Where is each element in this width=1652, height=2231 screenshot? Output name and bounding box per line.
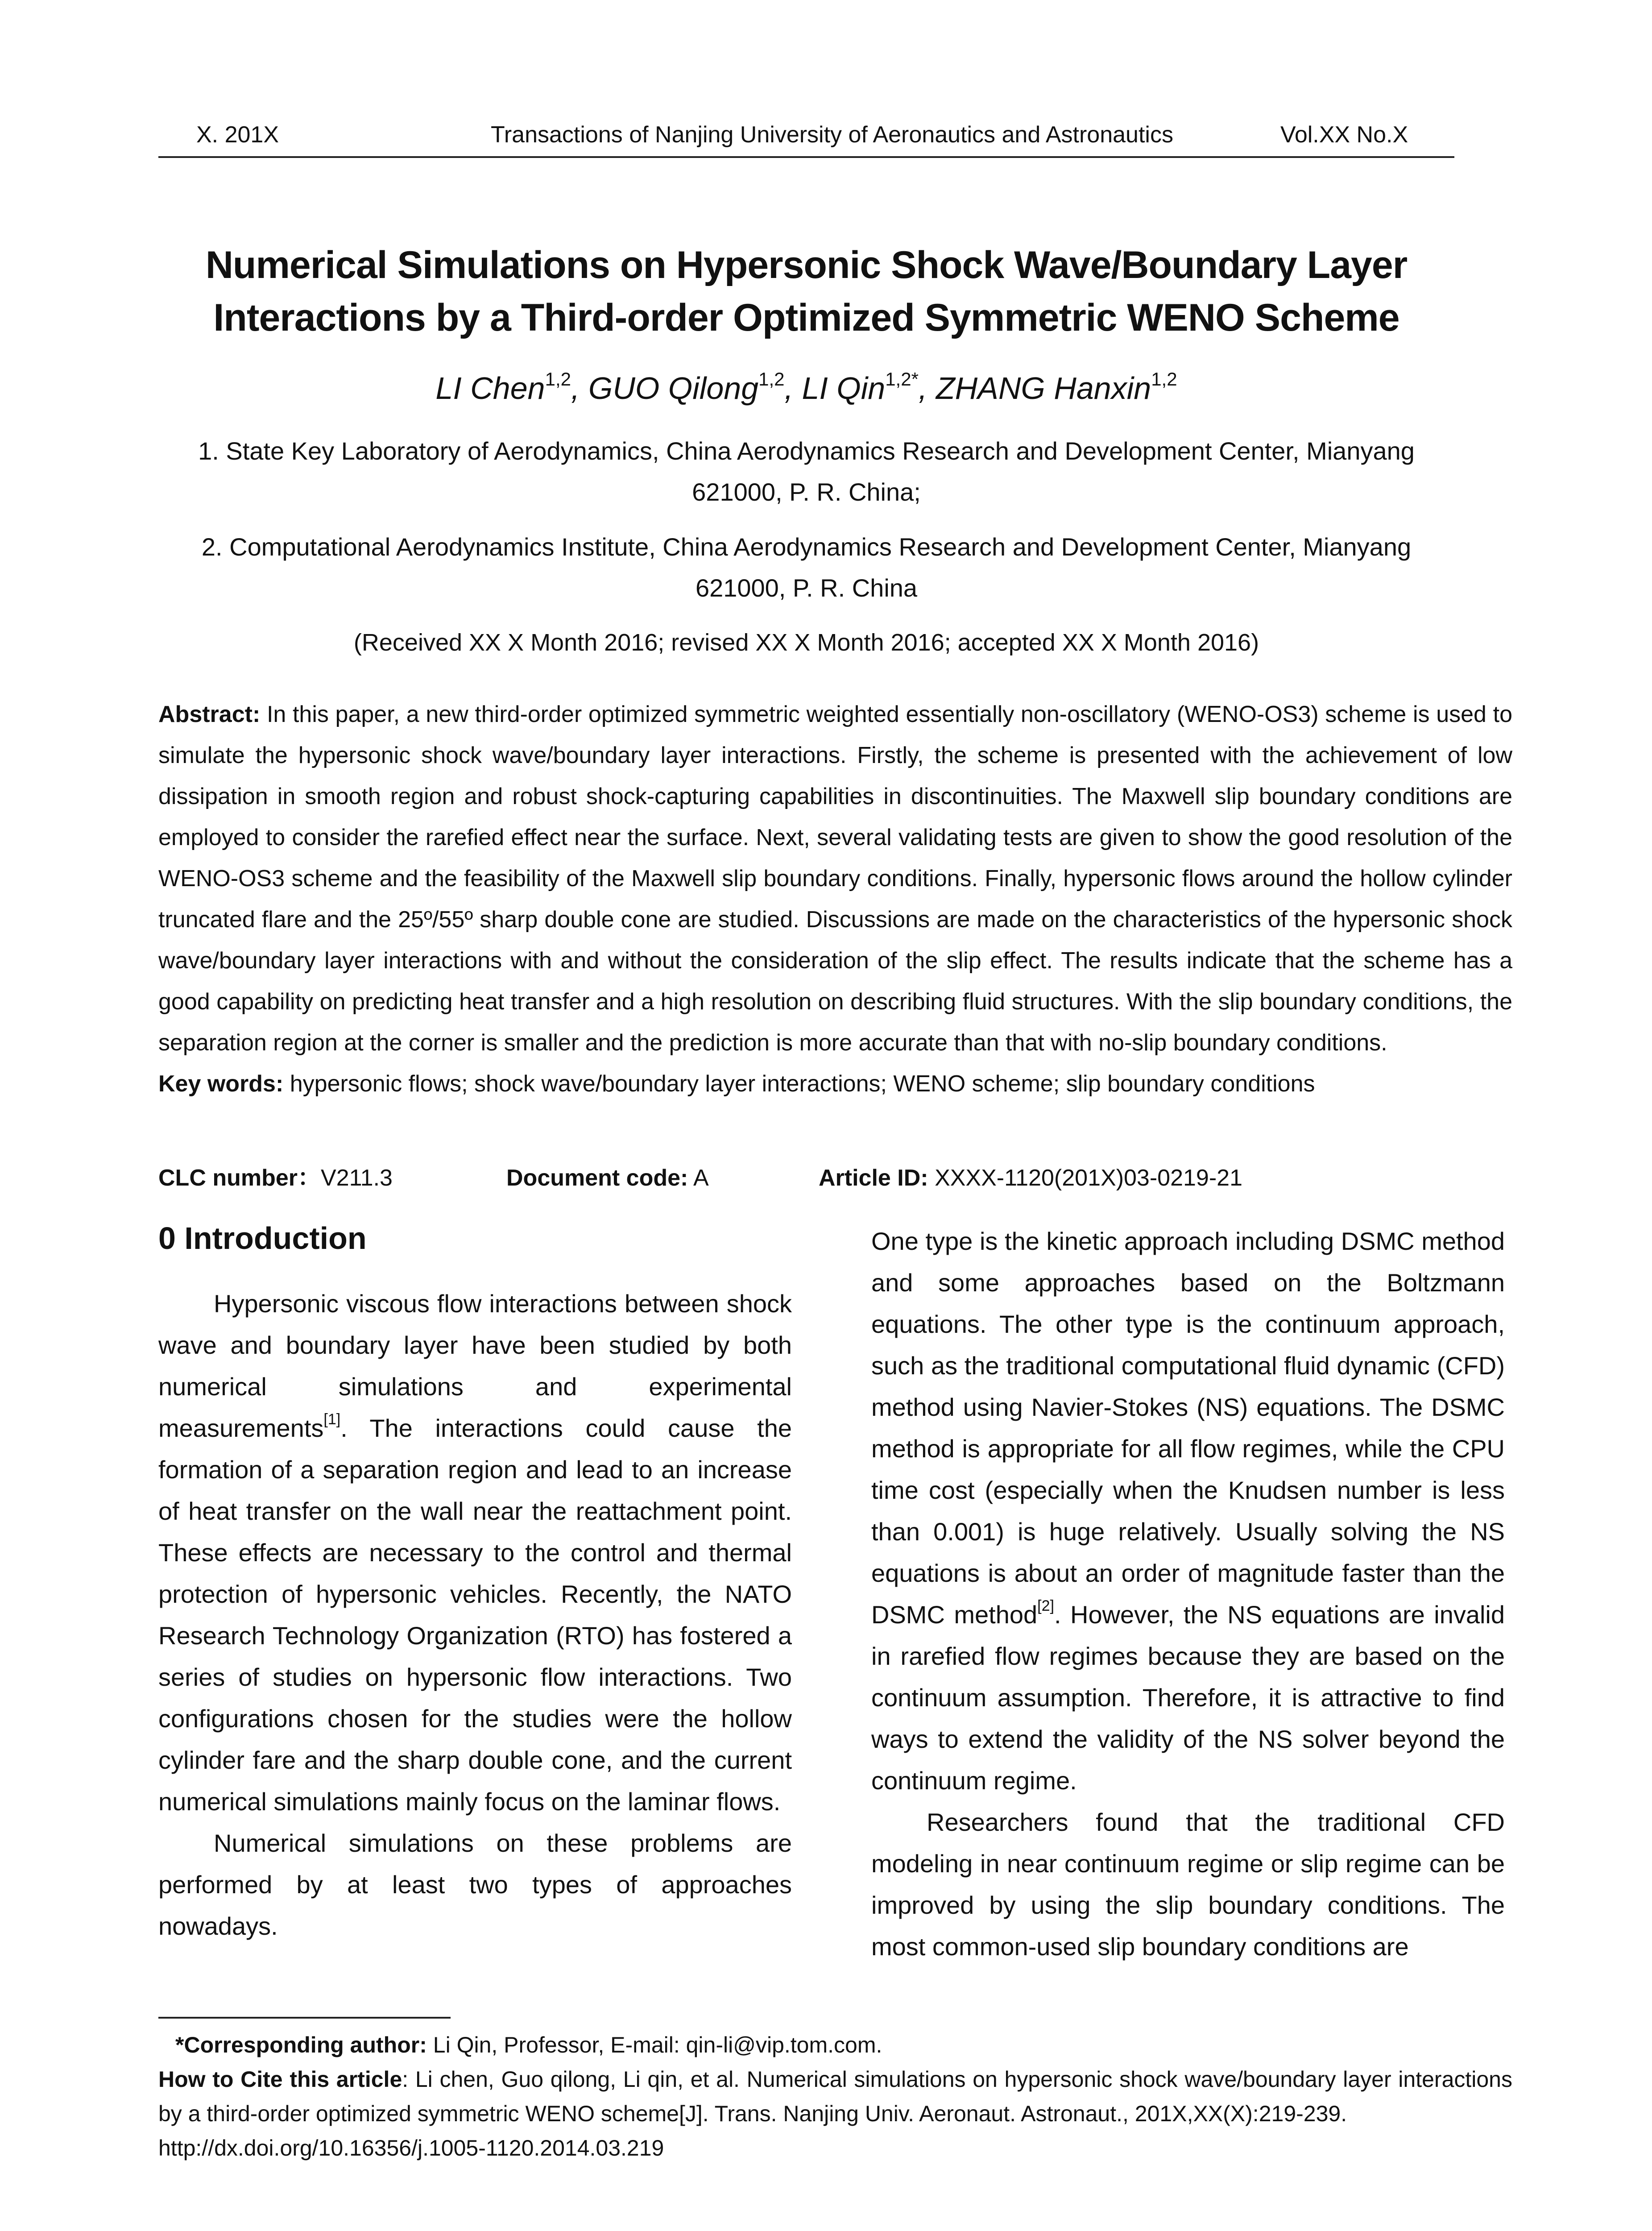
article-id xyxy=(819,1162,1242,1194)
paragraph xyxy=(158,1283,792,1822)
footnote-rule xyxy=(158,2017,451,2019)
header-journal: Transactions of Nanjing University of Aeronautics and Astronautics xyxy=(491,122,1173,148)
keywords-text: hypersonic flows; shock wave/boundary layer interactions; WENO scheme; slip boundary conditions xyxy=(290,1071,1315,1097)
doi-link[interactable]: http://dx.doi.org/10.16356/j.1005-1120.2014.03.219 xyxy=(158,2136,664,2161)
section-heading-introduction: 0 Introduction xyxy=(158,1221,367,1256)
document-code-label: Document code: xyxy=(506,1165,688,1191)
title-line-2: Interactions by a Third-order Optimized Symmetric WENO Scheme xyxy=(213,296,1399,339)
corresponding-author-text: Li Qin, Professor, E-mail: qin-li@vip.tom.com. xyxy=(433,2032,882,2057)
citation-ref-2[interactable]: [2] xyxy=(1037,1597,1054,1614)
clc-value: V211.3 xyxy=(321,1165,393,1191)
author-name: LI Chen xyxy=(435,371,545,406)
author-separator: , xyxy=(918,371,936,406)
keywords xyxy=(158,1063,1512,1104)
abstract-text: In this paper, a new third-order optimized symmetric weighted essentially non-oscillatory (WENO-OS3) scheme is used to simulate the hypersonic shock wave/boundary layer interactions. Firstly, the scheme is presented with the achievement of low dissipation in smooth region and robust shock-capturing capabilities in discontinuities. The Maxwell slip boundary conditions are employed to consider the rarefied effect near the surface. Next, several validating tests are given to show the good resolution of the WENO-OS3 scheme and the feasibility of the Maxwell slip boundary conditions. Finally, hypersonic flows around the hollow cylinder truncated flare and the 25º/55º sharp double cone are studied. Discussions are made on the characteristics of the hypersonic shock wave/boundary layer interactions with and without the consideration of the slip effect. The results indicate that the scheme has a good capability on predicting heat transfer and a high resolution on describing fluid structures. With the slip boundary conditions, the separation region at the corner is smaller and the prediction is more accurate than that with no-slip boundary conditions. xyxy=(158,701,1512,1056)
article-id-value: XXXX-1120(201X)03-0219-21 xyxy=(935,1165,1243,1191)
affiliation-1: 1. State Key Laboratory of Aerodynamics, China Aerodynamics Research and Development Center, Mianyang 621000, P. R. China; xyxy=(198,437,1415,506)
author-affil-mark: 1,2 xyxy=(1151,369,1177,390)
paragraph-text: . However, the NS equations are invalid in rarefied flow regimes because they are based on the continuum assumption. Therefore, it is attractive to find ways to extend the validity of the NS solver beyond the continuum regime. xyxy=(871,1601,1505,1795)
author-affil-mark: 1,2 xyxy=(758,369,785,390)
author-name: ZHANG Hanxin xyxy=(936,371,1151,406)
author-separator: , xyxy=(571,371,588,406)
citation-info xyxy=(158,2062,1512,2131)
paragraph xyxy=(871,1220,1505,1801)
header-rule xyxy=(158,156,1454,158)
paragraph: Numerical simulations on these problems are performed by at least two types of approaches nowadays. xyxy=(158,1829,792,1940)
corresponding-author xyxy=(158,2028,1512,2062)
author-name: LI Qin xyxy=(802,371,886,406)
paragraph-text: . The interactions could cause the formation of a separation region and lead to an increase of heat transfer on the wall near the reattachment point. These effects are necessary to the control and thermal protection of hypersonic vehicles. Recently, the NATO Research Technology Organization (RTO) has fostered a series of studies on hypersonic flow interactions. Two configurations chosen for the studies were the hollow cylinder fare and the sharp double cone, and the current numerical simulations mainly focus on the laminar flows. xyxy=(158,1414,792,1816)
cite-text: : Li chen, Guo qilong, Li qin, et al. Numerical simulations on hypersonic shock wave/boundary layer interactions by a third-order optimized symmetric WENO scheme[J]. Trans. Nanjing Univ. Aeronaut. Astronaut., 201X,XX(X):219-239. xyxy=(158,2067,1512,2126)
author-affil-mark: 1,2* xyxy=(885,369,919,390)
author-list xyxy=(158,368,1454,408)
body-column-right xyxy=(871,1220,1505,1967)
clc-label: CLC number： xyxy=(158,1165,321,1191)
article-id-label: Article ID: xyxy=(819,1165,928,1191)
header-date: X. 201X xyxy=(196,122,279,148)
cite-label: How to Cite this article xyxy=(158,2067,402,2092)
author-affil-mark: 1,2 xyxy=(545,369,571,390)
abstract xyxy=(158,694,1512,1104)
keywords-label: Key words: xyxy=(158,1071,284,1097)
document-code xyxy=(506,1162,709,1194)
paragraph: Researchers found that the traditional CFD modeling in near continuum regime or slip regime can be improved by using the slip boundary conditions. The most common-used slip boundary conditions are xyxy=(871,1808,1505,1961)
paragraph-text: One type is the kinetic approach including DSMC method and some approaches based on the Boltzmann equations. The other type is the continuum approach, such as the traditional computational fluid dynamic (CFD) method using Navier-Stokes (NS) equations. The DSMC method is appropriate for all flow regimes, while the CPU time cost (especially when the Knudsen number is less than 0.001) is huge relatively. Usually solving the NS equations is about an order of magnitude faster than the DSMC method xyxy=(871,1227,1505,1629)
footnote xyxy=(158,2028,1512,2165)
header-volume: Vol.XX No.X xyxy=(1280,122,1408,148)
document-code-value: A xyxy=(693,1165,709,1191)
paper-title xyxy=(158,239,1454,344)
body-column-left xyxy=(158,1283,792,1947)
title-line-1: Numerical Simulations on Hypersonic Shock Wave/Boundary Layer xyxy=(205,244,1408,286)
affiliation-2: 2. Computational Aerodynamics Institute, China Aerodynamics Research and Development Center, Mianyang 621000, P. R. China xyxy=(201,533,1412,602)
paragraph-text: Hypersonic viscous flow interactions between shock wave and boundary layer have been studied by both numerical simulations and experimental measurements xyxy=(158,1290,792,1442)
citation-ref-1[interactable]: [1] xyxy=(323,1411,341,1428)
submission-dates: (Received XX X Month 2016; revised XX X Month 2016; accepted XX X Month 2016) xyxy=(353,629,1259,656)
author-name: GUO Qilong xyxy=(588,371,759,406)
author-separator: , xyxy=(784,371,802,406)
clc-number xyxy=(158,1162,393,1194)
corresponding-author-label: *Corresponding author: xyxy=(175,2032,427,2057)
abstract-label: Abstract: xyxy=(158,701,261,727)
